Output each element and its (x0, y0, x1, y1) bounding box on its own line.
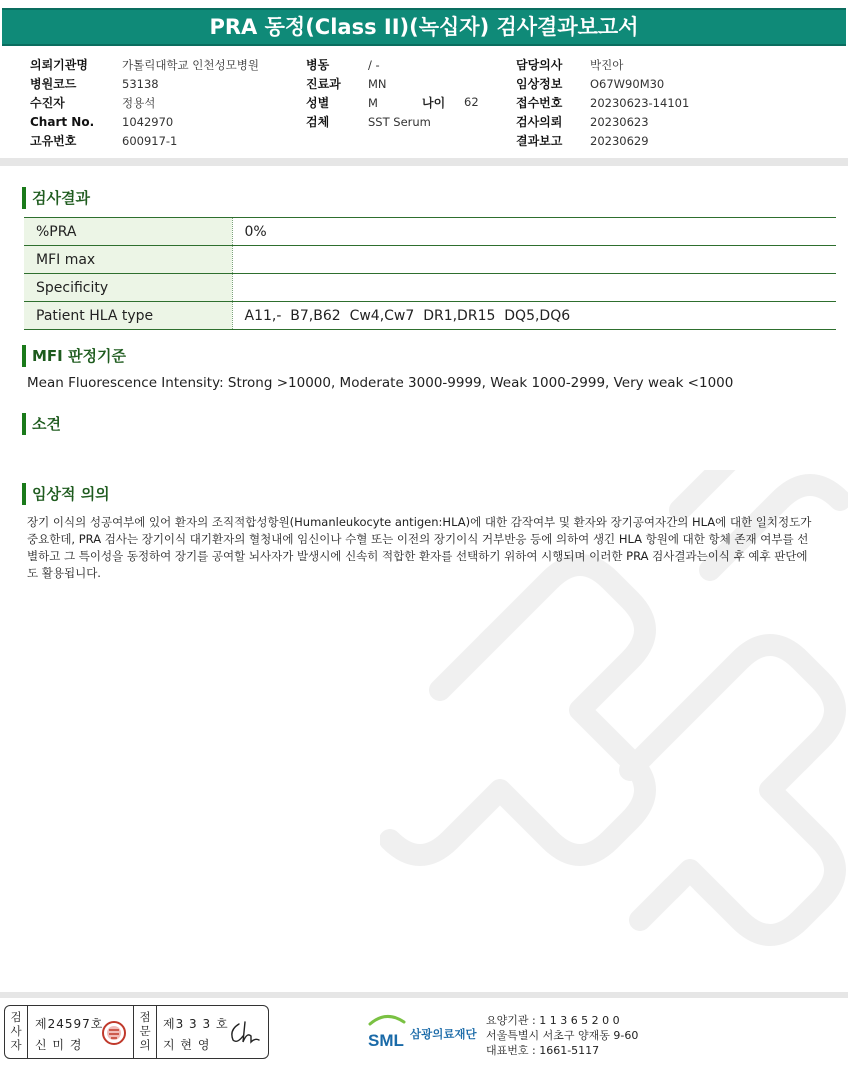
info-row (30, 56, 259, 75)
info-value: 53138 (122, 77, 159, 91)
info-value: SST Serum (368, 115, 431, 129)
info-column-1 (30, 56, 259, 151)
examiner-name: 신 미 경 (35, 1038, 83, 1052)
signature-divider (133, 1006, 134, 1058)
info-label: 병동 (306, 58, 330, 72)
result-value (232, 246, 836, 274)
info-value: / - (368, 58, 380, 72)
info-label: Chart No. (30, 115, 95, 129)
result-value: A11,- B7,B62 Cw4,Cw7 DR1,DR15 DQ5,DQ6 (232, 302, 836, 330)
result-value (232, 274, 836, 302)
result-key: MFI max (24, 246, 232, 274)
info-value: 20230623-14101 (590, 96, 690, 110)
info-label: 고유번호 (30, 134, 77, 148)
info-row (30, 132, 259, 151)
result-key: %PRA (24, 218, 232, 246)
result-key: Patient HLA type (24, 302, 232, 330)
info-value: 가톨릭대학교 인천성모병원 (122, 58, 259, 72)
clinical-significance-text: 장기 이식의 성공여부에 있어 환자의 조직적합성항원(Humanleukocyte antigen:HLA)에 대한 감작여부 및 환자와 장기공여자간의 HLA에 대한 일치정도가 중요한데, PRA 검사는 장기이식 대기환자의 혈청내에 임신이나 수혈 또는 이전의 장기이식 거부반응 등에 의하여 생긴 HLA 항원에 대한 항체 존재 여부를 선별하고 그 특이성을 동정하여 장기를 공여할 뇌사자가 발생시에 신속히 적합한 환자를 선택하기 위하여 시행되며 이러한 PRA 검사결과는이식 후 예후 판단에도 활용됩니다. (27, 515, 812, 580)
info-label: 성별 (306, 96, 330, 110)
info-value: O67W90M30 (590, 77, 665, 91)
reviewer-label: 점 문 의 (139, 1010, 151, 1052)
info-column-3 (516, 56, 689, 151)
info-label: 담당의사 (516, 58, 563, 72)
organization-info (486, 1013, 638, 1058)
info-row (516, 75, 689, 94)
info-row (306, 113, 431, 132)
info-label: 검사의뢰 (516, 115, 563, 129)
info-value: 600917-1 (122, 134, 178, 148)
footer-divider (0, 992, 848, 998)
info-label: 임상정보 (516, 77, 563, 91)
examiner-license: 제24597호 (35, 1017, 104, 1031)
info-label: 결과보고 (516, 134, 563, 148)
info-row (306, 94, 431, 113)
result-key: Specificity (24, 274, 232, 302)
report-title: PRA 동정(Class II)(녹십자) 검사결과보고서 (2, 8, 846, 46)
signature-icon (227, 1018, 263, 1051)
info-value: 정용석 (122, 96, 156, 110)
info-row (516, 56, 689, 75)
info-row (516, 94, 689, 113)
info-row (516, 113, 689, 132)
reviewer-license: 제3 3 3 호 (163, 1017, 229, 1031)
section-heading-result: 검사결과 (22, 187, 90, 209)
info-row (30, 113, 259, 132)
info-value: 박진아 (590, 58, 624, 72)
signature-divider (27, 1006, 28, 1058)
result-value: 0% (232, 218, 836, 246)
table-row (24, 274, 836, 302)
info-label: 검체 (306, 115, 330, 129)
info-row (30, 75, 259, 94)
care-institution-number: 요양기관 : 1 1 3 6 5 2 0 0 (486, 1014, 620, 1027)
info-label: 진료과 (306, 77, 341, 91)
info-value: 1042970 (122, 115, 174, 129)
mfi-criteria-text: Mean Fluorescence Intensity: Strong >10000, Moderate 3000-9999, Weak 1000-2999, Very weak <1000 (27, 375, 734, 391)
info-label: 의뢰기관명 (30, 58, 88, 72)
section-heading-mfi: MFI 판정기준 (22, 345, 126, 367)
signature-box (4, 1005, 269, 1059)
info-label: 병원코드 (30, 77, 77, 91)
organization-name: 삼광의료재단 (410, 1027, 477, 1041)
table-row (24, 218, 836, 246)
table-row (24, 302, 836, 330)
age-label: 나이 (422, 96, 446, 110)
info-value: MN (368, 77, 387, 91)
header-divider (0, 158, 848, 166)
info-column-2 (306, 56, 431, 132)
info-row (516, 132, 689, 151)
seal-stamp-icon (101, 1020, 127, 1049)
info-value: M (368, 96, 378, 110)
organization-address: 서울특별시 서초구 양재동 9-60 (486, 1029, 639, 1042)
organization-phone: 대표번호 : 1661-5117 (486, 1044, 600, 1057)
result-table (24, 217, 836, 330)
info-row (30, 94, 259, 113)
info-label: 접수번호 (516, 96, 563, 110)
info-row (306, 75, 431, 94)
section-heading-clinical: 임상적 의의 (22, 483, 110, 505)
table-row (24, 246, 836, 274)
age-value: 62 (464, 95, 479, 109)
examiner-label: 검 사 자 (10, 1010, 22, 1052)
sml-logo-text: SML (368, 1031, 404, 1050)
info-label: 수진자 (30, 96, 65, 110)
section-heading-opinion: 소견 (22, 413, 61, 435)
info-value: 20230629 (590, 134, 649, 148)
info-row (306, 56, 431, 75)
sml-logo-icon (366, 1014, 408, 1056)
reviewer-name: 지 현 영 (163, 1038, 211, 1052)
info-value: 20230623 (590, 115, 649, 129)
signature-divider (156, 1006, 157, 1058)
